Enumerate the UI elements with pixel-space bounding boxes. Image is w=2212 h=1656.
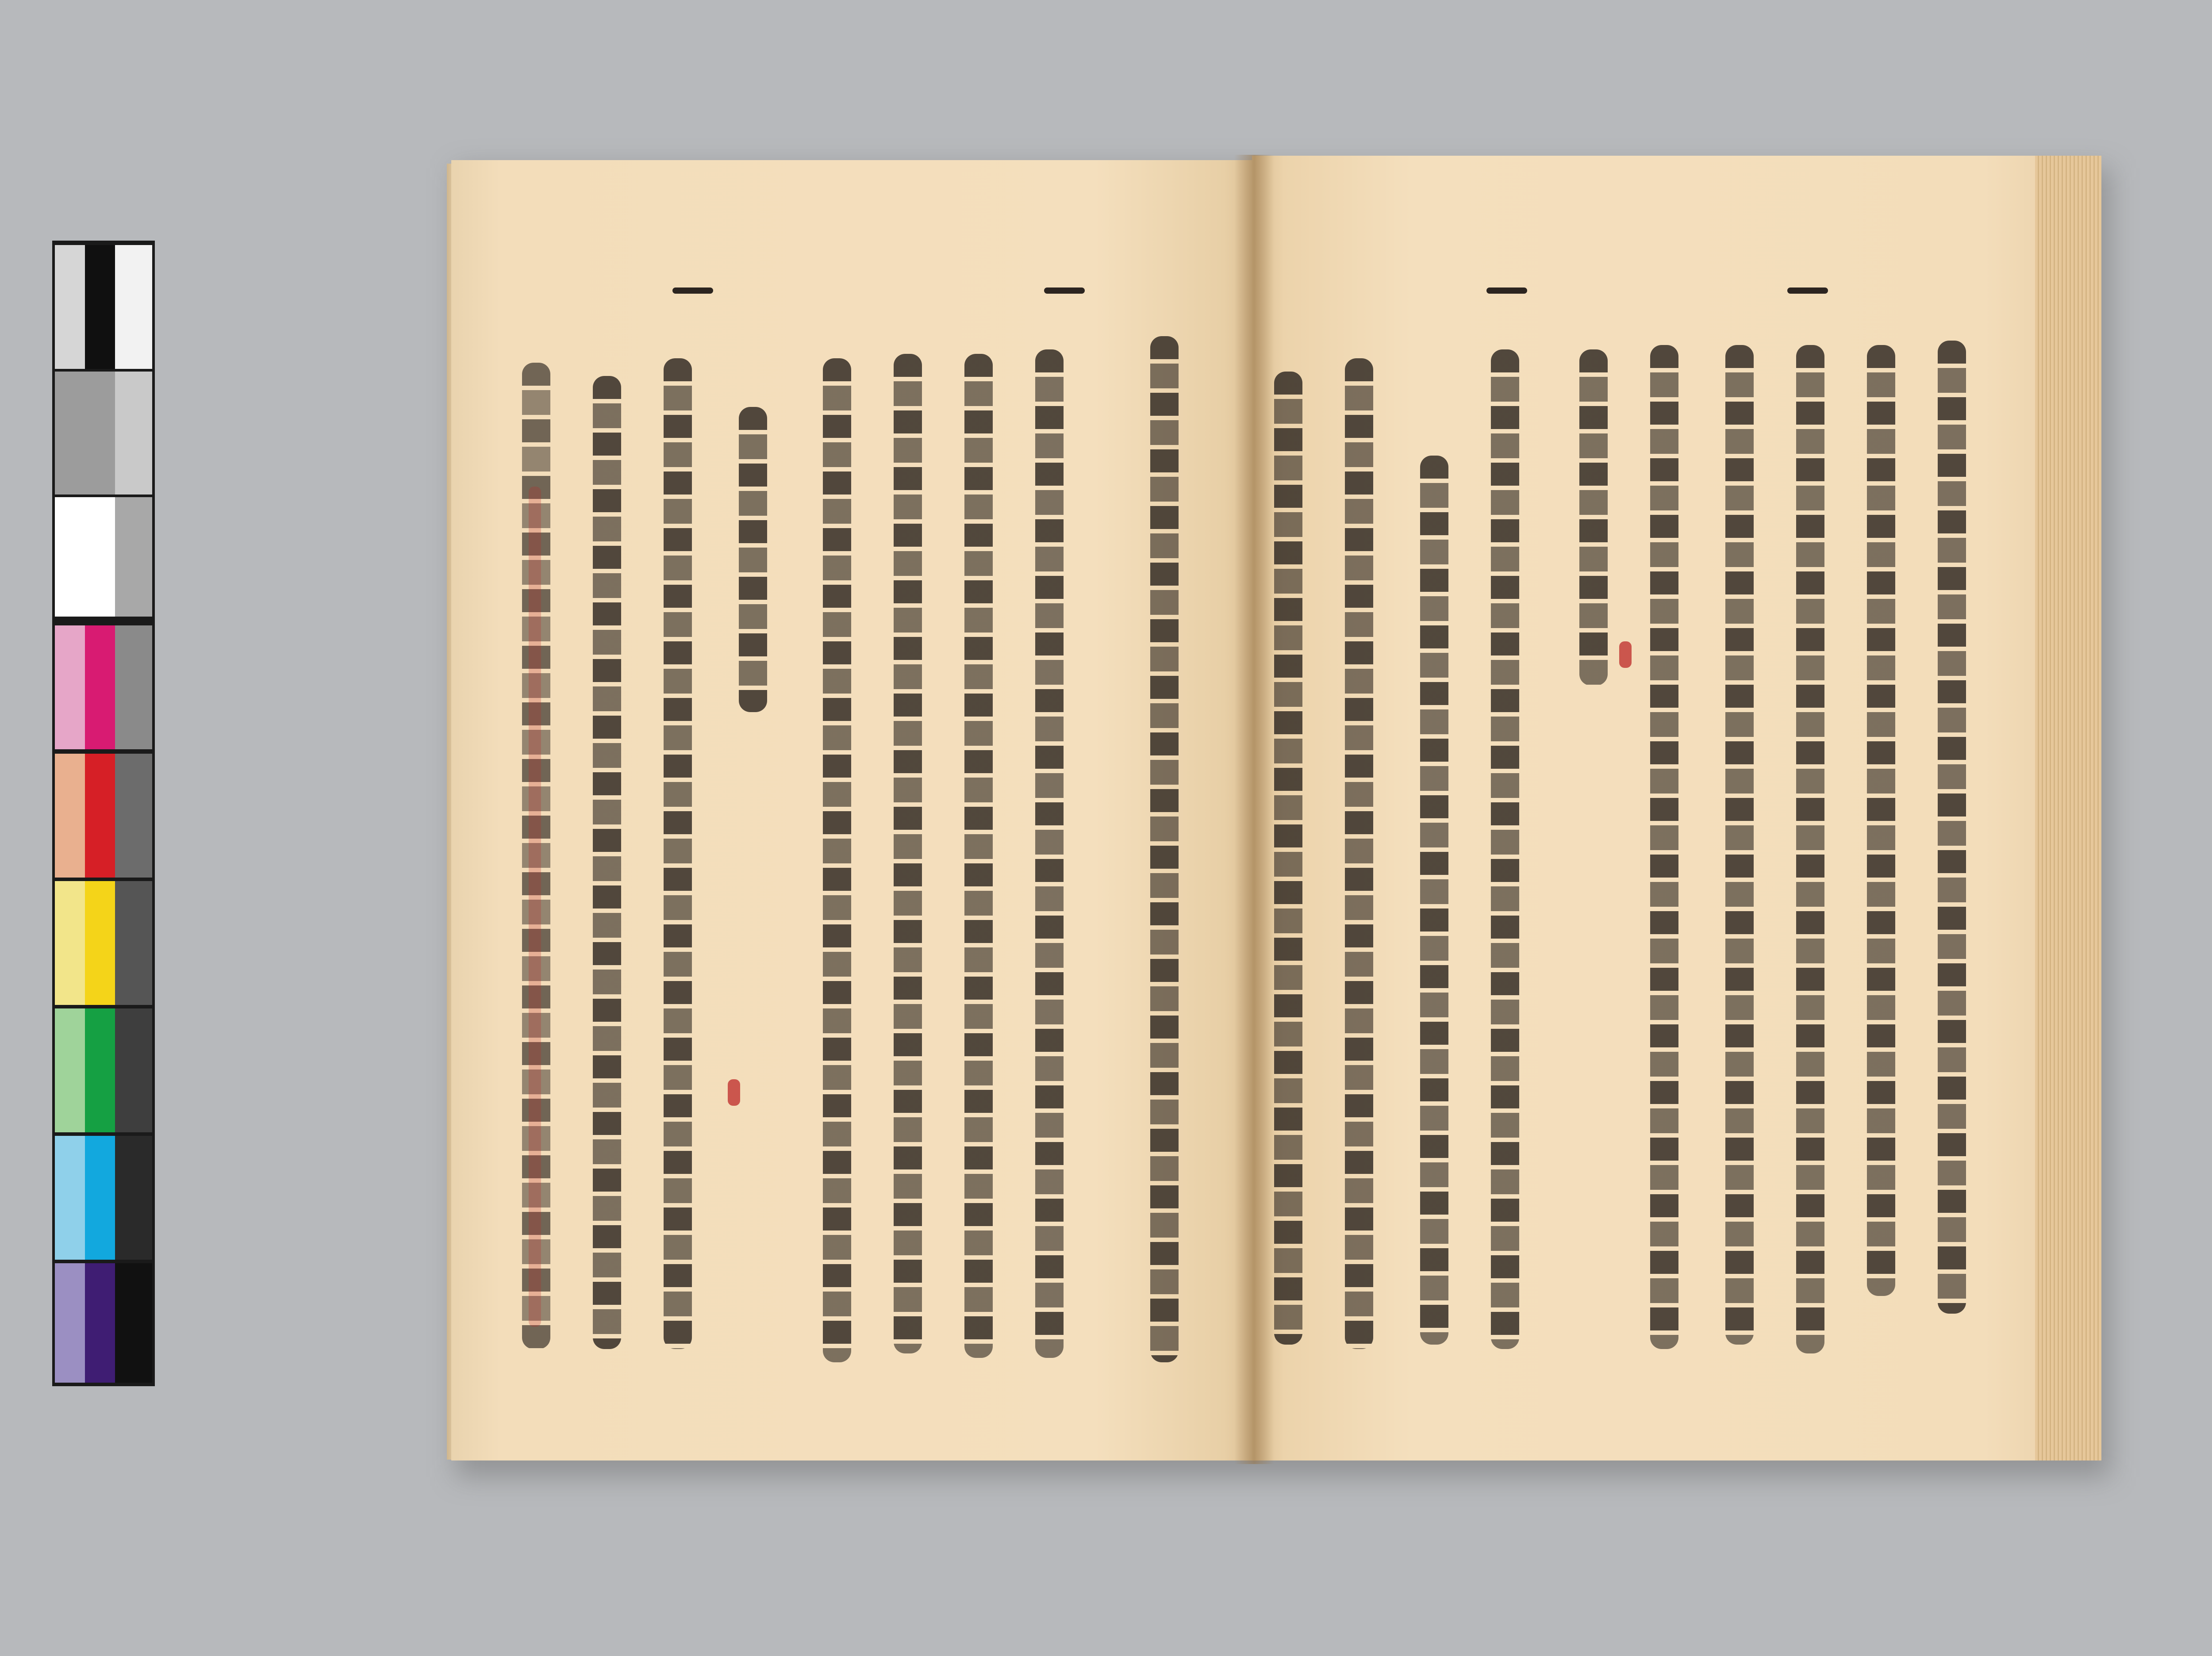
gray-patch <box>115 754 152 878</box>
gray-patch <box>85 245 115 369</box>
gray-patch <box>115 497 152 617</box>
text-column <box>1491 349 1519 1349</box>
light-yellow-patch <box>55 881 85 1005</box>
text-column <box>1938 341 1966 1314</box>
green-patch <box>85 1008 115 1132</box>
gray-patch <box>115 1008 152 1132</box>
gray-patch <box>115 245 152 369</box>
text-column <box>823 358 851 1362</box>
red-patch <box>85 754 115 878</box>
text-column <box>1274 372 1302 1345</box>
purple-patch <box>85 1263 115 1383</box>
text-column <box>894 354 922 1353</box>
lavender-patch <box>55 1263 85 1383</box>
light-green-patch <box>55 1008 85 1132</box>
cyan-patch <box>85 1136 115 1260</box>
red-annotation <box>728 1079 740 1106</box>
text-column <box>1150 336 1179 1362</box>
pink-patch <box>55 625 85 749</box>
gray-patch <box>115 1136 152 1260</box>
yellow-patch <box>85 881 115 1005</box>
gray-patch <box>55 245 85 369</box>
text-column <box>593 376 621 1349</box>
page-stack-edge <box>2035 156 2101 1460</box>
item-marker <box>1486 288 1527 294</box>
white-patch <box>55 497 115 617</box>
text-column <box>1579 349 1608 686</box>
gray-patch <box>55 372 115 494</box>
black-patch <box>115 1263 152 1383</box>
text-column <box>1035 349 1064 1358</box>
text-column <box>739 407 767 712</box>
red-annotation <box>529 487 541 1327</box>
item-marker <box>1787 288 1828 294</box>
text-column <box>664 358 692 1349</box>
red-annotation <box>1619 641 1632 668</box>
text-column <box>1420 456 1448 1345</box>
magenta-patch <box>85 625 115 749</box>
item-marker <box>672 288 713 294</box>
text-column <box>1796 345 1824 1353</box>
text-column <box>1725 345 1754 1345</box>
text-column <box>964 354 993 1358</box>
book-gutter <box>1234 155 1274 1464</box>
gray-patch <box>115 372 152 494</box>
text-column <box>1867 345 1895 1296</box>
text-column <box>1345 358 1373 1349</box>
peach-patch <box>55 754 85 878</box>
left-page <box>451 160 1256 1460</box>
gray-patch <box>115 881 152 1005</box>
color-calibration-target <box>52 241 155 1386</box>
light-cyan-patch <box>55 1136 85 1260</box>
gray-patch <box>115 625 152 749</box>
text-column <box>1650 345 1678 1349</box>
item-marker <box>1044 288 1085 294</box>
